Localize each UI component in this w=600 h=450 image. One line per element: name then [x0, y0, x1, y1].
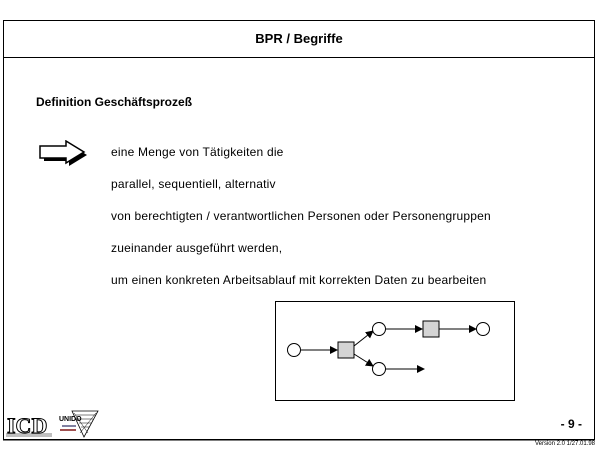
process-diagram — [275, 301, 515, 401]
definition-line-2: parallel, sequentiell, alternativ — [111, 177, 276, 191]
definition-line-5: um einen konkreten Arbeitsablauf mit korrekten Daten zu bearbeiten — [111, 273, 487, 287]
footer-rule — [3, 439, 595, 441]
title-bar — [3, 20, 595, 58]
section-heading: Definition Geschäftsprozeß — [36, 95, 193, 109]
definition-line-3: von berechtigten / verantwortlichen Personen oder Personengruppen — [111, 209, 491, 223]
task-node-2 — [423, 321, 439, 337]
right-arrow-icon — [38, 140, 90, 166]
page-number: - 9 - — [560, 417, 582, 431]
icd-logo — [6, 410, 54, 438]
edge-task-to-upper — [354, 331, 373, 346]
edge-task-to-lower — [354, 354, 373, 366]
process-diagram-svg — [276, 302, 514, 400]
start-node — [288, 344, 301, 357]
svg-text:ICD: ICD — [7, 413, 48, 438]
end-node — [477, 323, 490, 336]
version-label: Version 2.0 1/27.01.98 — [534, 441, 595, 447]
definition-line-1: eine Menge von Tätigkeiten die — [111, 145, 284, 159]
upper-node — [373, 323, 386, 336]
svg-text:UNIDO: UNIDO — [59, 416, 82, 423]
definition-line-4: zueinander ausgeführt werden, — [111, 241, 283, 255]
unido-logo — [58, 409, 102, 439]
page-title: BPR / Begriffe — [255, 31, 343, 46]
task-node-1 — [338, 342, 354, 358]
lower-node — [373, 363, 386, 376]
